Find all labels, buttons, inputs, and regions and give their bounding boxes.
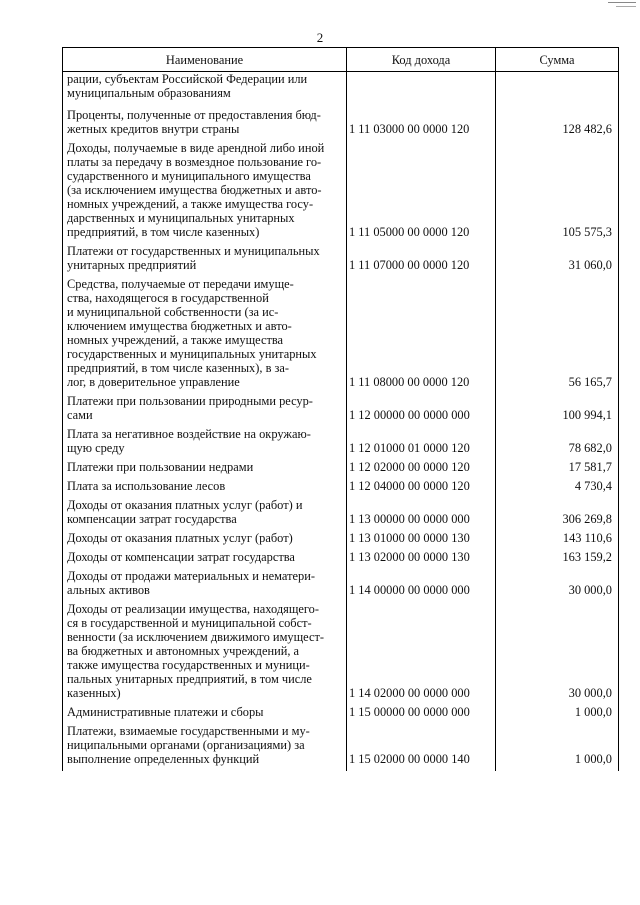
row-code: 1 13 00000 00 0000 000 [347, 498, 496, 531]
table-row [63, 705, 619, 724]
row-name-line: Доходы от продажи материальных и нематери- [67, 569, 315, 583]
row-sum: 1 000,0 [496, 705, 619, 724]
row-name [63, 550, 347, 569]
row-name-line: альных активов [67, 583, 150, 597]
row-name-line: Доходы от компенсации затрат государства [67, 550, 295, 564]
continuation-row [63, 72, 619, 109]
row-sum: 100 994,1 [496, 394, 619, 427]
row-code: 1 14 00000 00 0000 000 [347, 569, 496, 602]
row-code: 1 13 02000 00 0000 130 [347, 550, 496, 569]
row-sum: 56 165,7 [496, 277, 619, 394]
row-sum: 105 575,3 [496, 141, 619, 244]
table-row [63, 244, 619, 277]
corner-scan-mark-2 [616, 6, 636, 7]
row-name-line: казенных) [67, 686, 121, 700]
row-name-line: ниципальными органами (организациями) за [67, 738, 305, 752]
row-name-line: номных учреждений, а также имущества [67, 333, 284, 347]
row-name-line: дарственных и муниципальных унитарных [67, 211, 295, 225]
row-name-line: ства, находящегося в государственной [67, 291, 269, 305]
row-sum: 1 000,0 [496, 724, 619, 771]
row-sum: 163 159,2 [496, 550, 619, 569]
row-name [63, 108, 347, 141]
row-code: 1 15 02000 00 0000 140 [347, 724, 496, 771]
revenue-table [62, 47, 619, 771]
row-code: 1 11 05000 00 0000 120 [347, 141, 496, 244]
row-name [63, 460, 347, 479]
continuation-sum [496, 72, 619, 109]
row-name-line: государственных и муниципальных унитарных [67, 347, 317, 361]
row-sum: 128 482,6 [496, 108, 619, 141]
row-name [63, 531, 347, 550]
row-name-line: сами [67, 408, 93, 422]
row-name [63, 602, 347, 705]
row-name-line: Административные платежи и сборы [67, 705, 264, 719]
row-code: 1 11 07000 00 0000 120 [347, 244, 496, 277]
row-name [63, 277, 347, 394]
row-sum: 78 682,0 [496, 427, 619, 460]
row-name-line: (за исключением имущества бюджетных и авто- [67, 183, 322, 197]
row-code: 1 14 02000 00 0000 000 [347, 602, 496, 705]
row-sum: 17 581,7 [496, 460, 619, 479]
row-sum: 30 000,0 [496, 602, 619, 705]
row-name [63, 244, 347, 277]
row-name-line: предприятий, в том числе казенных) [67, 225, 260, 239]
row-name-line: Платежи при пользовании природными ресур- [67, 394, 313, 408]
row-code: 1 15 00000 00 0000 000 [347, 705, 496, 724]
row-name-line: Средства, получаемые от передачи имуще- [67, 277, 294, 291]
table-row [63, 550, 619, 569]
row-code: 1 11 08000 00 0000 120 [347, 277, 496, 394]
table-body [63, 72, 619, 772]
row-name-line: Доходы от оказания платных услуг (работ) и [67, 498, 303, 512]
row-name-line: Доходы от оказания платных услуг (работ) [67, 531, 293, 545]
row-name-line: компенсации затрат государства [67, 512, 237, 526]
row-name-line: и муниципальной собственности (за ис- [67, 305, 279, 319]
row-name-line: также имущества государственных и муници- [67, 658, 310, 672]
row-name [63, 498, 347, 531]
table-header-row [63, 48, 619, 72]
row-code: 1 11 03000 00 0000 120 [347, 108, 496, 141]
header-name: Наименование [63, 48, 347, 72]
row-name [63, 724, 347, 771]
row-name-line: жетных кредитов внутри страны [67, 122, 240, 136]
row-name [63, 569, 347, 602]
table-row [63, 569, 619, 602]
row-name-line: номных учреждений, а также имущества госу- [67, 197, 314, 211]
table-row [63, 460, 619, 479]
row-sum: 4 730,4 [496, 479, 619, 498]
row-name-line: ключением имущества бюджетных и авто- [67, 319, 292, 333]
row-name-line: выполнение определенных функций [67, 752, 260, 766]
row-name [63, 141, 347, 244]
row-name-line: предприятий, в том числе казенных), в за- [67, 361, 290, 375]
table-row [63, 427, 619, 460]
row-code: 1 12 02000 00 0000 120 [347, 460, 496, 479]
table-row [63, 141, 619, 244]
row-name-line: Платежи, взимаемые государственными и му- [67, 724, 310, 738]
row-name-line: ся в государственной и муниципальной собст- [67, 616, 312, 630]
row-name-line: Доходы, получаемые в виде арендной либо иной [67, 141, 325, 155]
table-row [63, 498, 619, 531]
continuation-code [347, 72, 496, 109]
row-name [63, 705, 347, 724]
row-name-line: Доходы от реализации имущества, находящего- [67, 602, 319, 616]
row-name [63, 479, 347, 498]
row-name [63, 427, 347, 460]
header-code: Код дохода [347, 48, 496, 72]
table-row [63, 277, 619, 394]
row-code: 1 13 01000 00 0000 130 [347, 531, 496, 550]
corner-scan-mark [608, 2, 636, 3]
continuation-text [63, 72, 347, 109]
row-sum: 30 000,0 [496, 569, 619, 602]
continuation-line: муниципальным образованиям [67, 86, 231, 100]
table-row [63, 724, 619, 771]
table-row [63, 108, 619, 141]
row-name-line: пальных унитарных предприятий, в том числе [67, 672, 312, 686]
table-row [63, 531, 619, 550]
row-name-line: Плата за использование лесов [67, 479, 226, 493]
row-name-line: ва бюджетных и автономных учреждений, а [67, 644, 300, 658]
row-code: 1 12 01000 01 0000 120 [347, 427, 496, 460]
row-code: 1 12 04000 00 0000 120 [347, 479, 496, 498]
row-sum: 306 269,8 [496, 498, 619, 531]
row-name-line: лог, в доверительное управление [67, 375, 240, 389]
row-name [63, 394, 347, 427]
row-name-line: Проценты, полученные от предоставления бюд- [67, 108, 321, 122]
row-name-line: Платежи при пользовании недрами [67, 460, 254, 474]
row-name-line: сударственного и муниципального имущества [67, 169, 311, 183]
row-name-line: Платежи от государственных и муниципальных [67, 244, 320, 258]
page-number: 2 [316, 30, 324, 45]
continuation-line: рации, субъектам Российской Федерации или [67, 72, 308, 86]
header-sum: Сумма [496, 48, 619, 72]
row-name-line: платы за передачу в возмездное пользование го- [67, 155, 322, 169]
row-code: 1 12 00000 00 0000 000 [347, 394, 496, 427]
row-sum: 143 110,6 [496, 531, 619, 550]
row-name-line: Плата за негативное воздействие на окружаю- [67, 427, 311, 441]
row-name-line: венности (за исключением движимого имущест- [67, 630, 324, 644]
row-name-line: унитарных предприятий [67, 258, 197, 272]
row-name-line: щую среду [67, 441, 125, 455]
table-row [63, 394, 619, 427]
table-row [63, 479, 619, 498]
table-row [63, 602, 619, 705]
row-sum: 31 060,0 [496, 244, 619, 277]
